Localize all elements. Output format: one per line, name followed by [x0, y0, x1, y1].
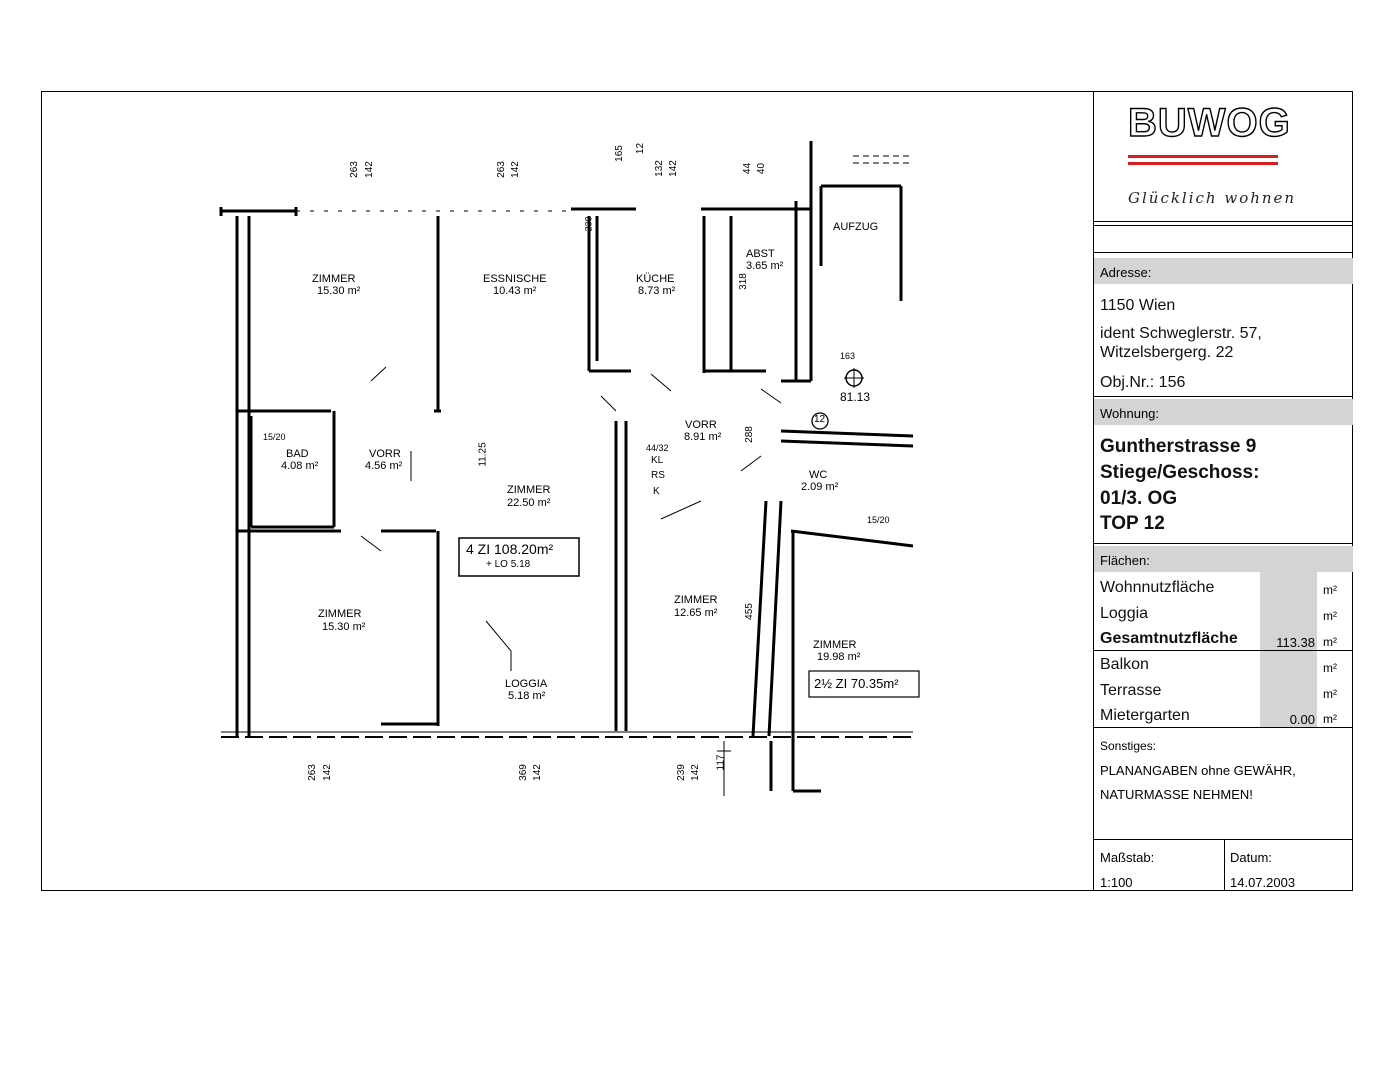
area-unit: m² [1323, 687, 1337, 701]
dim-inner: 455 [743, 603, 755, 620]
dim-inner: 15/20 [263, 432, 286, 442]
room-area: 3.65 m² [746, 260, 784, 272]
dim-top: 142 [667, 160, 679, 177]
dim-bottom: 239 [675, 764, 687, 781]
room-area: 10.43 m² [493, 285, 537, 297]
logo-area [1094, 91, 1353, 222]
room-area: 8.73 m² [638, 285, 676, 297]
section-header-flaechen: Flächen: [1094, 546, 1353, 572]
hatch [853, 156, 913, 163]
room-label: ZIMMER [507, 484, 551, 496]
area-unit: m² [1323, 635, 1337, 649]
room-label: VORR [369, 448, 401, 460]
section-header-wohnung: Wohnung: [1094, 399, 1353, 425]
date-value: 14.07.2003 [1230, 875, 1296, 890]
stair-floor-label: Stiege/Geschoss: [1100, 462, 1260, 483]
area-label: Loggia [1100, 605, 1149, 622]
dim-bottom: 263 [306, 764, 318, 781]
dim-bottom: 142 [531, 764, 543, 781]
elevation-small: 163 [840, 351, 856, 361]
area-label: Gesamtnutzfläche [1100, 630, 1238, 647]
blank-row [1094, 225, 1353, 253]
dim-bottom: 369 [517, 764, 529, 781]
room-label: WC [809, 469, 828, 481]
door-swings [361, 367, 781, 671]
dim-bottom: 142 [689, 764, 701, 781]
logo-stripe [1128, 155, 1278, 158]
dim-inner: 11.25 [477, 442, 489, 467]
label-rs: RS [651, 470, 665, 481]
area-value: 113.38 [1276, 635, 1315, 650]
dim-inner: 15/20 [867, 515, 890, 525]
dim-top: 165 [613, 145, 625, 162]
room-area: 19.98 m² [817, 651, 861, 663]
area-unit: m² [1323, 712, 1337, 726]
room-area: 4.56 m² [365, 460, 403, 472]
room-area: 8.91 m² [684, 431, 722, 443]
scale-value: 1:100 [1100, 875, 1133, 890]
dim-inner: 230 [583, 216, 594, 232]
street-address: Guntherstrasse 9 [1100, 436, 1257, 457]
area-unit: m² [1323, 583, 1337, 597]
address-ident-2: Witzelsbergerg. 22 [1100, 344, 1234, 361]
unit-area-label: 4 ZI 108.20m² [466, 541, 554, 557]
area-unit: m² [1323, 661, 1337, 675]
room-label: BAD [286, 448, 309, 460]
dim-top: 142 [509, 161, 521, 178]
divider [1094, 543, 1353, 544]
room-area: 15.30 m² [317, 285, 361, 297]
room-area: 4.08 m² [281, 460, 319, 472]
section-header-adresse: Adresse: [1094, 258, 1353, 284]
top-number: 12 [814, 414, 826, 425]
neighbor-area-label: 2½ ZI 70.35m² [814, 676, 899, 691]
dim-top: 12 [635, 142, 647, 155]
area-label: Wohnnutzfläche [1100, 579, 1215, 596]
floor-plan [41, 91, 1093, 891]
label-kl: KL [651, 455, 664, 466]
area-label: Mietergarten [1100, 707, 1190, 724]
divider [1094, 727, 1353, 728]
area-value: 0.00 [1289, 712, 1315, 727]
dim-bottom: 117 [715, 754, 727, 771]
dim-bottom: 142 [321, 764, 333, 781]
dim-top: 263 [495, 161, 507, 178]
object-number: Obj.Nr.: 156 [1100, 374, 1186, 391]
room-label: AUFZUG [833, 221, 879, 233]
divider [1094, 396, 1353, 397]
title-block [1093, 91, 1353, 891]
brand-slogan: Glücklich wohnen [1128, 189, 1297, 207]
dim-top: 263 [348, 161, 360, 178]
room-label: ZIMMER [318, 608, 362, 620]
dim-inner: 288 [743, 426, 755, 443]
address-ident-1: ident Schweglerstr. 57, [1100, 325, 1262, 342]
dim-inner: 318 [737, 273, 749, 290]
stair-floor-value: 01/3. OG [1100, 488, 1178, 509]
room-label: ZIMMER [813, 639, 857, 651]
address-city: 1150 Wien [1100, 297, 1176, 314]
floor-plan-drawing [41, 91, 1093, 891]
room-area: 12.65 m² [674, 607, 718, 619]
brand-logo: BUWOG [1128, 101, 1291, 145]
room-area: 2.09 m² [801, 481, 839, 493]
sonstiges-label: Sonstiges: [1100, 739, 1157, 753]
area-unit: m² [1323, 609, 1337, 623]
elevation-value: 81.13 [840, 390, 871, 404]
date-label: Datum: [1230, 850, 1272, 865]
room-area: 5.18 m² [508, 690, 546, 702]
room-label: ESSNISCHE [483, 273, 547, 285]
footer-divider [1224, 839, 1225, 891]
room-label: KÜCHE [636, 273, 675, 285]
label-k: K [653, 486, 660, 497]
area-label: Terrasse [1100, 682, 1162, 699]
room-area: 15.30 m² [322, 621, 366, 633]
disclaimer-line-2: NATURMASSE NEHMEN! [1100, 787, 1253, 802]
logo-stripe [1128, 162, 1278, 165]
dim-top: 132 [653, 160, 665, 177]
room-label: VORR [685, 419, 717, 431]
disclaimer-line-1: PLANANGABEN ohne GEWÄHR, [1100, 763, 1296, 778]
room-label: ZIMMER [312, 273, 356, 285]
room-label: ZIMMER [674, 594, 718, 606]
dim-inner: 44/32 [646, 443, 669, 453]
room-area: 22.50 m² [507, 497, 551, 509]
room-label: LOGGIA [505, 678, 548, 690]
unit-loggia-label: + LO 5.18 [486, 559, 531, 570]
area-label: Balkon [1100, 656, 1149, 673]
divider [1094, 650, 1353, 651]
room-label: ABST [746, 248, 775, 260]
scale-label: Maßstab: [1100, 850, 1155, 865]
top-number-value: TOP 12 [1100, 513, 1165, 534]
dim-top: 40 [756, 162, 768, 175]
dim-top: 142 [363, 161, 375, 178]
dim-top: 44 [742, 162, 754, 175]
